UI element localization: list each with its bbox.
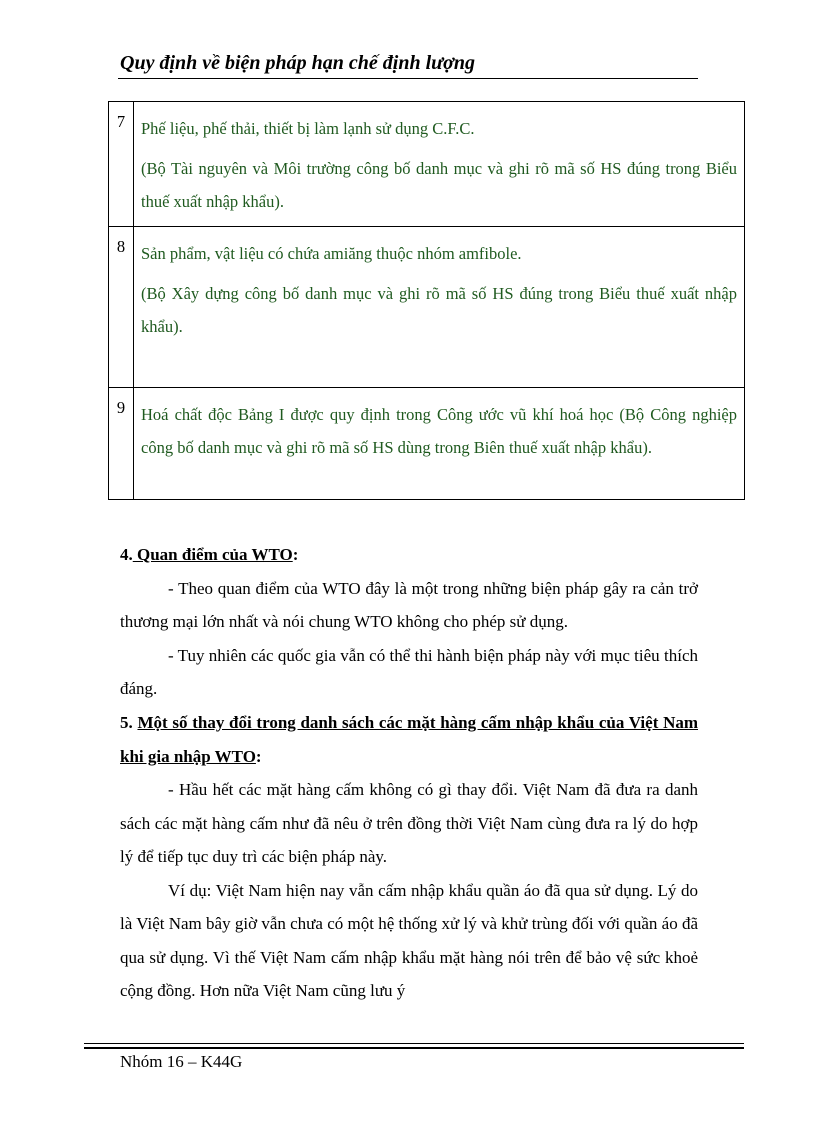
section-5-number: 5. — [120, 713, 133, 732]
page-header-title: Quy định về biện pháp hạn chế định lượng — [120, 52, 475, 74]
row-item-text: Hoá chất độc Bảng I được quy định trong Công ước vũ khí hoá học (Bộ Công nghiệp công bố danh mục và ghi rõ mã số HS dùng trong Biên thuế xuất nhập khẩu). — [141, 405, 737, 457]
section-4-title: Quan điểm của WTO — [132, 545, 293, 564]
section-4 — [120, 538, 698, 706]
table-row — [109, 227, 745, 388]
section-5-paragraph-2: Ví dụ: Việt Nam hiện nay vẫn cấm nhập khẩu quần áo đã qua sử dụng. Lý do là Việt Nam bây giờ vẫn chưa có một hệ thống xử lý và khử trùng đối với quần áo đã qua sử dụng. Vì thế Việt Nam cấm nhập khẩu mặt hàng nói trên để bảo vệ sức khoẻ cộng đồng. Hơn nữa Việt Nam cũng lưu ý — [120, 880, 698, 1000]
row-description — [134, 102, 745, 227]
section-5-paragraph-1: - Hầu hết các mặt hàng cấm không có gì thay đổi. Việt Nam đã đưa ra danh sách các mặt hàng cấm như đã nêu ở trên đồng thời Việt Nam cùng đưa ra lý do hợp lý để tiếp tục duy trì các biện pháp này. — [120, 780, 698, 866]
row-number: 9 — [109, 388, 134, 500]
section-5 — [120, 706, 698, 1008]
section-4-paragraph-2: - Tuy nhiên các quốc gia vẫn có thể thi hành biện pháp này với mục tiêu thích đáng. — [120, 645, 698, 698]
section-4-colon: : — [292, 545, 299, 564]
row-number: 8 — [109, 227, 134, 388]
footer-text: Nhóm 16 – K44G — [120, 1052, 243, 1071]
footer-rule-thick — [84, 1047, 744, 1049]
section-5-title: Một số thay đổi trong danh sách các mặt hàng cấm nhập khẩu của Việt Nam khi gia nhập WTO — [120, 713, 699, 766]
row-item-text: Phế liệu, phế thải, thiết bị làm lạnh sử dụng C.F.C. — [141, 119, 475, 138]
section-5-heading — [120, 706, 698, 773]
row-note-text: (Bộ Xây dựng công bố danh mục và ghi rõ mã số HS đúng trong Biểu thuế xuất nhập khẩu). — [141, 284, 737, 336]
row-note-text: (Bộ Tài nguyên và Môi trường công bố danh mục và ghi rõ mã số HS đúng trong Biểu thuế xuất nhập khẩu). — [141, 159, 737, 211]
row-item-text: Sản phẩm, vật liệu có chứa amiăng thuộc nhóm amfibole. — [141, 244, 522, 263]
table-row — [109, 388, 745, 500]
footer-rule — [84, 1043, 744, 1044]
section-5-colon: : — [255, 746, 262, 766]
row-number: 7 — [109, 102, 134, 227]
section-4-paragraph-1: - Theo quan điểm của WTO đây là một trong những biện pháp gây ra cản trở thương mại lớn nhất và nói chung WTO không cho phép sử dụng. — [120, 578, 698, 631]
header-rule — [118, 78, 698, 79]
section-4-heading — [120, 538, 698, 572]
row-description — [134, 388, 745, 500]
table-row — [109, 102, 745, 227]
row-description — [134, 227, 745, 388]
section-4-number: 4. — [120, 545, 133, 564]
prohibited-items-table — [108, 101, 745, 500]
